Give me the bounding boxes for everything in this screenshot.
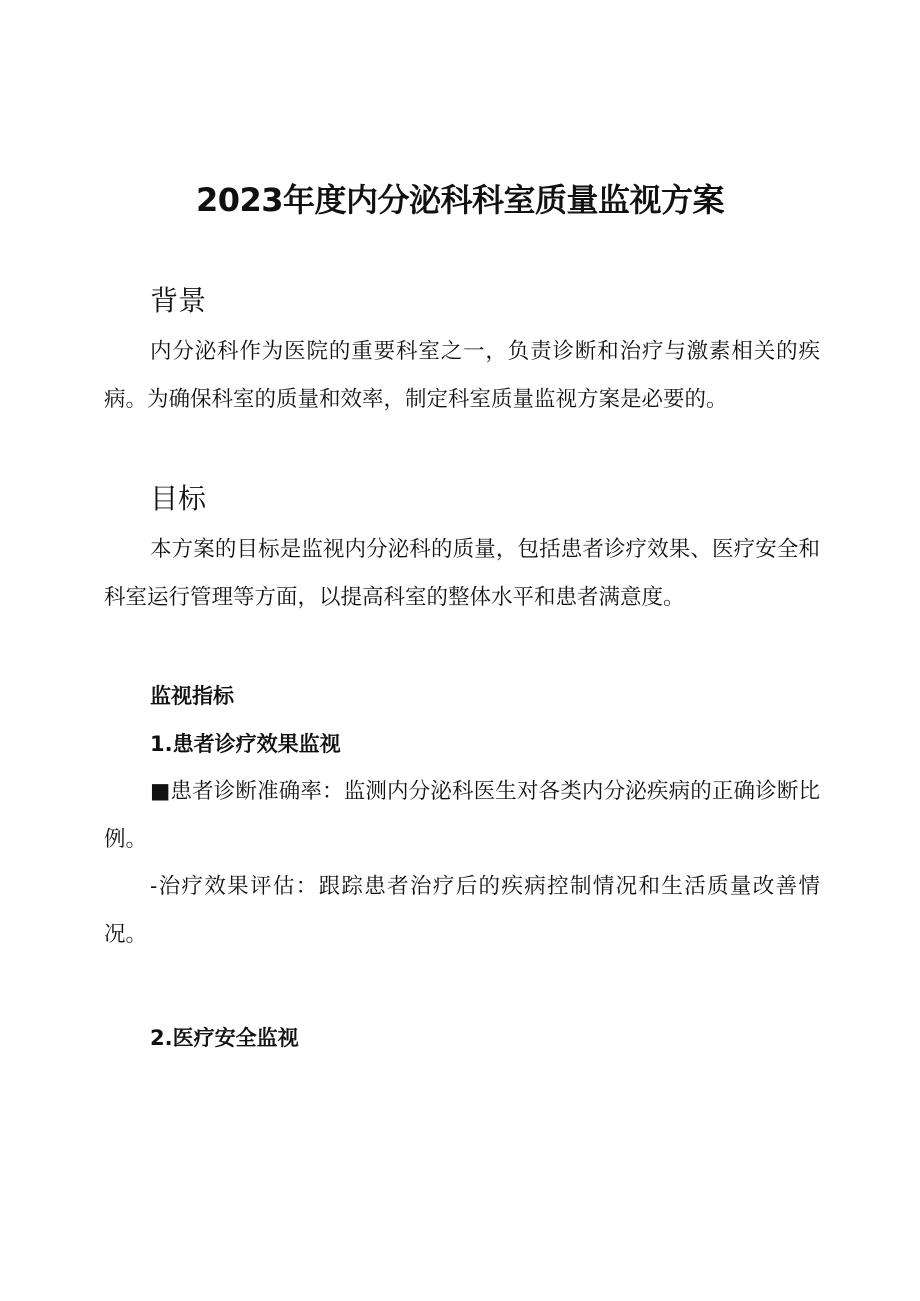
subsection-heading-2: 2.医疗安全监视 — [150, 1026, 299, 1050]
section-heading-goal: 目标 — [150, 482, 207, 515]
bullet-diagnosis-accuracy: ■患者诊断准确率：监测内分泌科医生对各类内分泌疾病的正确诊断比例。 — [104, 779, 820, 852]
bullet-treatment-evaluation: -治疗效果评估：跟踪患者治疗后的疾病控制情况和生活质量改善情况。 — [104, 874, 820, 947]
subsection-heading-1: 1.患者诊疗效果监视 — [150, 732, 341, 756]
document-title: 2023年度内分泌科科室质量监视方案 — [195, 181, 725, 219]
section-heading-indicators: 监视指标 — [150, 684, 234, 708]
section-text-goal: 本方案的目标是监视内分泌科的质量，包括患者诊疗效果、医疗安全和科室运行管理等方面，以提高科室的整体水平和患者满意度。 — [104, 537, 820, 610]
section-heading-background: 背景 — [150, 284, 207, 317]
section-text-background: 内分泌科作为医院的重要科室之一，负责诊断和治疗与激素相关的疾病。为确保科室的质量和效率，制定科室质量监视方案是必要的。 — [104, 339, 820, 412]
